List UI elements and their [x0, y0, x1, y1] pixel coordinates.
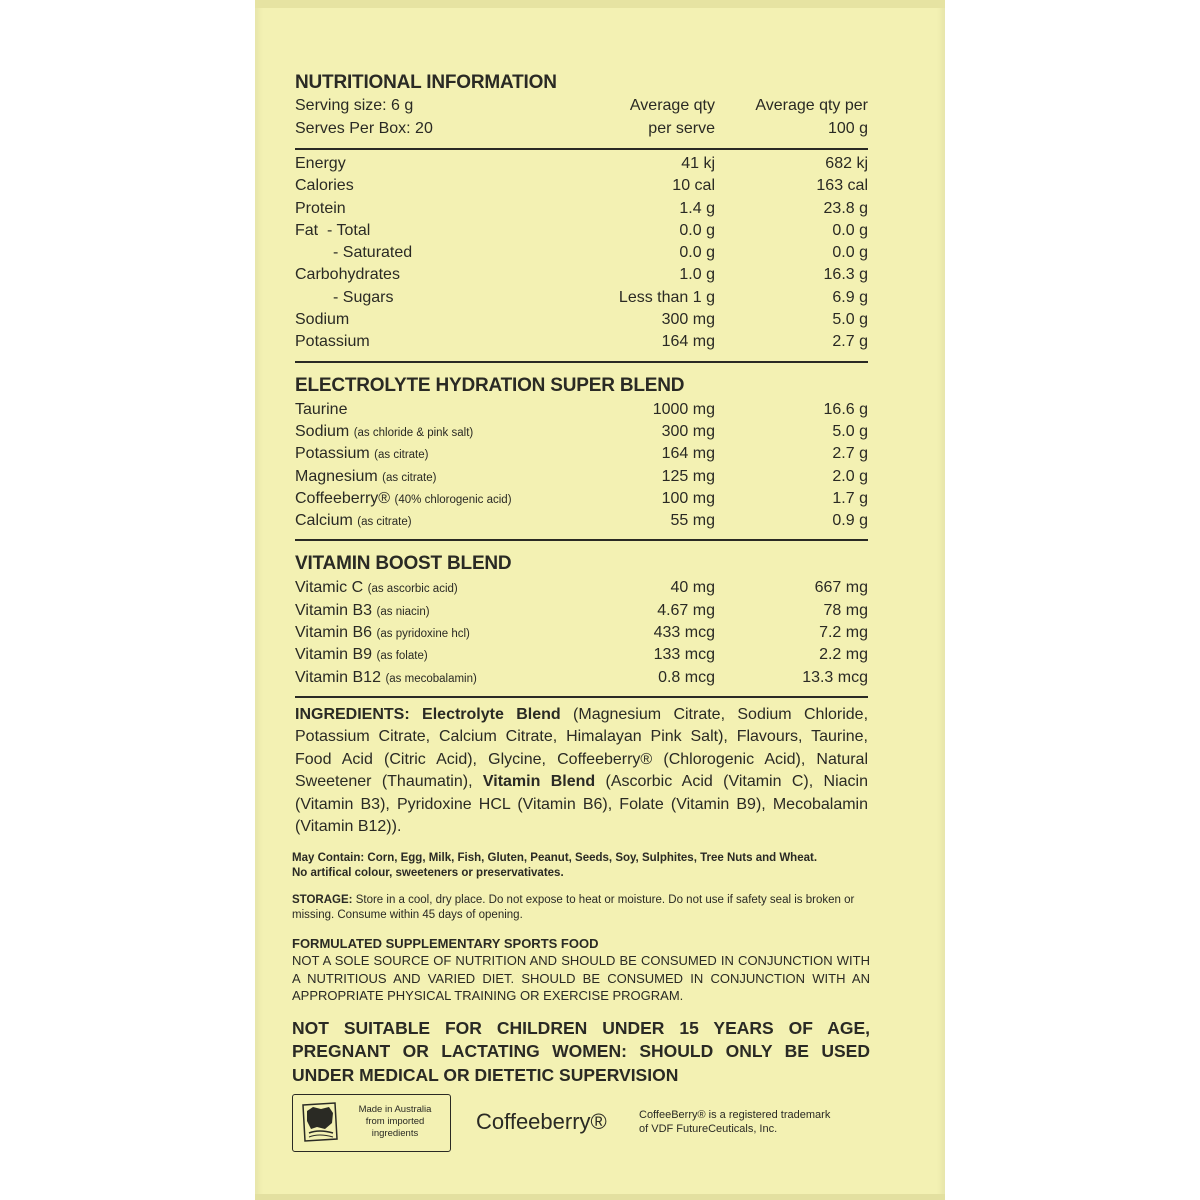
col2-header-line2: 100 g: [827, 120, 868, 137]
nutrient-label: - Saturated: [333, 244, 413, 262]
serving-size: Serving size: 6 g: [295, 97, 414, 114]
nutrient-note: (as pyridoxine hcl): [376, 628, 470, 641]
nutrient-label: Vitamin B12: [295, 668, 381, 686]
nutrient-label: Calories: [295, 177, 354, 195]
nutrition-header-row-2: [295, 117, 868, 140]
table-row: [295, 445, 868, 467]
value-per-serve: 300 mg: [661, 422, 715, 440]
table-row: [295, 468, 868, 490]
table-row: [295, 490, 868, 512]
box-top-edge: [255, 0, 945, 8]
nutrient-name: [295, 579, 555, 597]
ingredients-text: [295, 704, 868, 839]
nutrient-name: [295, 445, 555, 463]
table-row: [295, 423, 868, 445]
made-in-line3: ingredients: [371, 1128, 419, 1139]
nutrient-label: Vitamic C: [295, 579, 364, 597]
divider: [295, 361, 868, 363]
nutrient-name: [295, 155, 555, 173]
made-in-line1: Made in Australia: [358, 1104, 432, 1115]
nutrient-name: [295, 512, 555, 530]
value-per-100g: 5.0 g: [832, 311, 868, 329]
nutrient-label: Magnesium: [295, 467, 378, 485]
value-per-100g: 16.3 g: [823, 266, 868, 284]
nutrient-name: [295, 222, 555, 240]
value-per-100g: 163 cal: [816, 177, 868, 195]
formulated-text: NOT A SOLE SOURCE OF NUTRITION AND SHOULD BE CONSUMED IN CONJUNCTION WITH A NUTRITIOUS AND VARIED DIET. SHOULD BE CONSUMED IN CONJUNCTION WITH AN APPROPRIATE PHYSICAL TRAINING OR EXERCISE PROGRAM.: [292, 953, 870, 1004]
value-per-serve: 40 mg: [670, 579, 715, 597]
value-per-100g: 2.7 g: [832, 445, 868, 463]
nutrient-label: Energy: [295, 155, 346, 172]
formulated-title: FORMULATED SUPPLEMENTARY SPORTS FOOD: [292, 935, 599, 951]
value-per-100g: 2.0 g: [832, 467, 868, 485]
value-per-serve: 0.0 g: [679, 221, 715, 239]
value-per-serve: 1.4 g: [679, 199, 715, 217]
nutrient-name: [295, 200, 555, 218]
table-row: [295, 311, 868, 333]
value-per-100g: 7.2 mg: [819, 624, 868, 642]
divider: [295, 148, 868, 150]
nutrient-label: Vitamin B3: [295, 601, 373, 619]
table-row: [295, 401, 868, 423]
value-per-serve: 41 kj: [681, 155, 715, 172]
value-per-serve: 4.67 mg: [657, 601, 715, 619]
table-row: [295, 624, 868, 646]
nutrient-note: (as ascorbic acid): [367, 583, 458, 596]
value-per-100g: 23.8 g: [823, 199, 868, 217]
col1-header-line1: Average qty: [629, 97, 715, 114]
value-per-serve: 164 mg: [661, 333, 715, 351]
nutrient-note: (as citrate): [382, 471, 437, 484]
value-per-serve: Less than 1 g: [618, 288, 715, 306]
table-row: [295, 289, 868, 311]
table-row: [295, 646, 868, 668]
serves-per-box: Serves Per Box: 20: [295, 120, 433, 137]
value-per-100g: 0.9 g: [832, 512, 868, 530]
value-per-100g: 667 mg: [814, 579, 868, 597]
value-per-100g: 2.7 g: [832, 333, 868, 351]
table-row: [295, 177, 868, 199]
value-per-100g: 0.0 g: [832, 221, 868, 239]
table-row: [295, 222, 868, 244]
nutrient-label: Vitamin B6: [295, 624, 373, 642]
nutrient-name: [295, 333, 555, 351]
value-per-serve: 300 mg: [661, 311, 715, 329]
nutrient-name: [295, 624, 555, 642]
vitamin-blend-label: Vitamin Blend: [482, 773, 596, 791]
nutrient-name: [295, 423, 555, 441]
nutrient-name: [295, 490, 555, 508]
nutrient-note: (as citrate): [374, 449, 429, 462]
nutrient-name: [295, 602, 555, 620]
nutrient-note: (as citrate): [357, 516, 412, 529]
value-per-serve: 55 mg: [670, 512, 715, 530]
value-per-serve: 133 mcg: [653, 646, 715, 664]
value-per-serve: 100 mg: [661, 489, 715, 507]
nutrient-name: [295, 177, 555, 195]
made-in-australia-logo: [292, 1094, 451, 1152]
allergen-statement: [292, 851, 870, 881]
electrolyte-table: [295, 401, 868, 535]
nutrition-header-row-1: [295, 94, 868, 117]
nutrient-label: Fat - Total: [295, 221, 371, 239]
value-per-100g: 682 kj: [825, 155, 868, 172]
trademark-line1: CoffeeBerry® is a registered trademark: [639, 1109, 831, 1121]
col1-header-line2: per serve: [648, 120, 715, 137]
nutrient-label: Vitamin B9: [295, 646, 373, 664]
table-row: [295, 669, 868, 691]
value-per-serve: 433 mcg: [653, 624, 715, 642]
nutrient-name: [295, 669, 555, 687]
value-per-100g: 2.2 mg: [819, 646, 868, 664]
nutrient-name: [295, 468, 555, 486]
footer: [292, 1094, 872, 1154]
trademark-notice: [639, 1108, 869, 1136]
nutrient-label: - Sugars: [333, 288, 394, 306]
divider: [295, 696, 868, 698]
value-per-serve: 10 cal: [672, 177, 715, 195]
value-per-serve: 0.0 g: [679, 244, 715, 262]
table-row: [295, 200, 868, 222]
table-row: [295, 244, 868, 266]
value-per-100g: 0.0 g: [832, 244, 868, 262]
value-per-serve: 164 mg: [661, 445, 715, 463]
nutrient-note: (as folate): [376, 650, 428, 663]
nutrient-label: Calcium: [295, 512, 353, 530]
storage-text: Store in a cool, dry place. Do not expose to heat or moisture. Do not use if safety seal is broken or missing. Consume within 45 days of opening.: [292, 893, 855, 921]
value-per-100g: 5.0 g: [832, 422, 868, 440]
may-contain: May Contain: Corn, Egg, Milk, Fish, Gluten, Peanut, Seeds, Soy, Sulphites, Tree Nuts and Wheat.: [292, 851, 818, 864]
nutrition-table: [295, 155, 868, 356]
australia-kangaroo-icon: [299, 1099, 341, 1147]
nutrition-title: NUTRITIONAL INFORMATION: [295, 72, 557, 93]
nutrient-note: (40% chlorogenic acid): [394, 493, 512, 506]
nutrient-label: Carbohydrates: [295, 266, 400, 284]
nutrient-label: Potassium: [295, 445, 370, 463]
label-content: [292, 68, 870, 1087]
made-in-australia-text: [345, 1104, 445, 1140]
vitamin-table: [295, 579, 868, 690]
nutrient-label: Taurine: [295, 400, 348, 418]
nutrient-note: (as chloride & pink salt): [353, 426, 474, 439]
table-row: [295, 602, 868, 624]
trademark-line2: of VDF FutureCeuticals, Inc.: [639, 1123, 778, 1135]
nutrient-label: Potassium: [295, 333, 370, 351]
divider: [295, 539, 868, 541]
electrolyte-blend-text: (Magnesium Citrate, Sodium Chloride, Potassium Citrate, Calcium Citrate, Himalayan Pink Salt), Flavours, Taurine, Food Acid (Citric Acid), Glycine, Coffeeberry® (Chlorogenic Acid), Natural Sweetener (Thaumatin),: [295, 705, 869, 791]
value-per-100g: 1.7 g: [832, 489, 868, 507]
coffeeberry-logo: Coffeeberry®: [476, 1109, 607, 1134]
table-row: [295, 155, 868, 177]
nutrient-label: Sodium: [295, 422, 350, 440]
value-per-serve: 1000 mg: [652, 400, 715, 418]
nutrient-name: [295, 244, 555, 262]
vitamin-title: VITAMIN BOOST BLEND: [295, 553, 512, 575]
nutrient-label: Protein: [295, 199, 346, 217]
value-per-100g: 78 mg: [823, 601, 868, 619]
table-row: [295, 579, 868, 601]
table-row: [295, 512, 868, 534]
vitamin-blend-text: (Ascorbic Acid (Vitamin C), Niacin (Vitamin B3), Pyridoxine HCL (Vitamin B6), Folate (Vitamin B9), Mecobalamin (Vitamin B12)).: [295, 773, 868, 836]
electrolyte-title: ELECTROLYTE HYDRATION SUPER BLEND: [295, 374, 685, 396]
value-per-serve: 125 mg: [661, 467, 715, 485]
nutrient-label: Coffeeberry®: [295, 489, 391, 507]
nutrient-name: [295, 401, 555, 419]
electrolyte-blend-label: Electrolyte Blend: [422, 705, 561, 723]
value-per-100g: 16.6 g: [823, 400, 868, 418]
value-per-serve: 0.8 mcg: [658, 668, 715, 686]
made-in-line2: from imported: [365, 1116, 425, 1127]
ingredients-label: INGREDIENTS:: [295, 705, 410, 723]
box-bottom-edge: [255, 1194, 945, 1200]
no-artificial: No artifical colour, sweeteners or preservativates.: [292, 866, 564, 879]
nutrient-name: [295, 289, 555, 307]
warning-statement: NOT SUITABLE FOR CHILDREN UNDER 15 YEARS OF AGE, PREGNANT OR LACTATING WOMEN: SHOULD ONLY BE USED UNDER MEDICAL OR DIETETIC SUPERVISION: [292, 1017, 870, 1085]
storage-statement: [292, 893, 870, 923]
nutrient-label: Sodium: [295, 311, 350, 329]
col2-header-line1: Average qty per: [755, 97, 868, 114]
nutrient-name: [295, 646, 555, 664]
nutrient-name: [295, 311, 555, 329]
nutrient-note: (as mecobalamin): [385, 672, 477, 685]
storage-label: STORAGE:: [292, 893, 353, 906]
value-per-100g: 13.3 mcg: [802, 668, 868, 686]
table-row: [295, 266, 868, 288]
value-per-100g: 6.9 g: [832, 288, 868, 306]
nutrient-note: (as niacin): [376, 605, 430, 618]
value-per-serve: 1.0 g: [679, 266, 715, 284]
nutrient-name: [295, 266, 555, 284]
table-row: [295, 333, 868, 355]
